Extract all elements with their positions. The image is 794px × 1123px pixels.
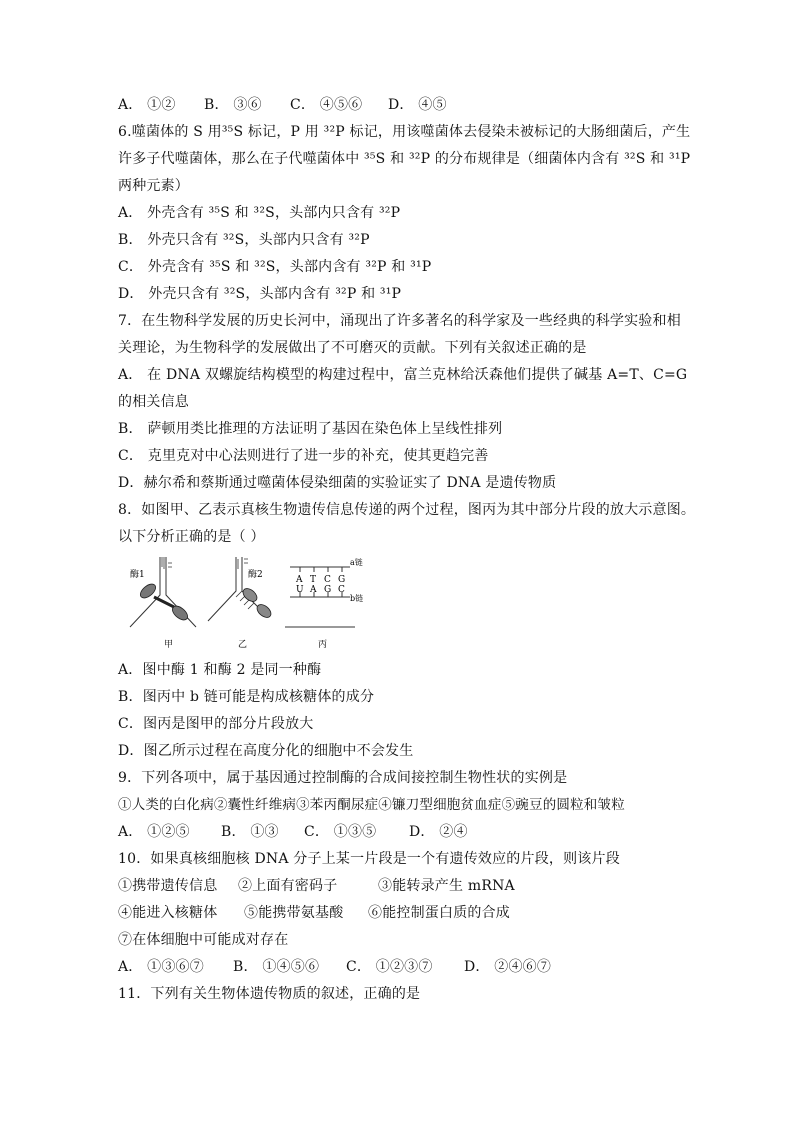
figure-label-jia: 甲 [164,640,174,650]
q9-option-c[interactable]: C． ①③⑤ [304,824,377,840]
q10-option-c[interactable]: C． ①②③⑦ [346,959,433,975]
q10-item-3: ③能转录产生 mRNA [378,878,515,894]
q10-stem: 10．如果真核细胞核 DNA 分子上某一片段是一个有遗传效应的片段，则该片段 [118,851,620,867]
question-page [118,92,696,1008]
a-chain-base: A [296,575,303,585]
q10-item-4: ④能进入核糖体 [118,905,218,921]
q6-option-a[interactable]: A． 外壳含有 ³⁵S 和 ³²S，头部内只含有 ³²P [118,205,401,221]
q10-items-row1 [118,873,678,900]
q5-options [118,92,678,119]
q9-option-d[interactable]: D． ②④ [409,824,468,840]
q10-item-5: ⑤能携带氨基酸 [244,905,344,921]
q10-item-7: ⑦在体细胞中可能成对存在 [118,932,289,948]
q6-stem-line2: 许多子代噬菌体，那么在子代噬菌体中 ³⁵S 和 ³²P 的分布规律是（细菌体内含有 ³²S 和 ³¹P [118,151,691,167]
a-chain-label: a链 [350,558,363,567]
q8-option-d[interactable]: D．图乙所示过程在高度分化的细胞中不会发生 [118,743,414,759]
q5-option-b[interactable]: B． ③⑥ [204,97,262,113]
q9-option-a[interactable]: A． ①②⑤ [118,824,190,840]
q10-items-row2 [118,900,678,927]
q10-option-b[interactable]: B． ①④⑤⑥ [233,959,320,975]
q8-figure [118,555,678,655]
a-chain-base: C [324,575,331,585]
q7-option-b[interactable]: B． 萨顿用类比推理的方法证明了基因在染色体上呈线性排列 [118,421,503,437]
q7-stem-line2: 关理论，为生物科学的发展做出了不可磨灭的贡献。下列有关叙述正确的是 [118,340,587,356]
q7-option-d[interactable]: D．赫尔希和蔡斯通过噬菌体侵染细菌的实验证实了 DNA 是遗传物质 [118,475,557,491]
a-chain-base: T [310,575,317,585]
q8-option-a[interactable]: A．图中酶 1 和酶 2 是同一种酶 [118,662,322,678]
q5-option-c[interactable]: C． ④⑤⑥ [290,97,363,113]
q7-option-a-line2[interactable]: 的相关信息 [118,394,189,410]
b-chain-base: C [338,585,345,595]
b-chain-base: U [296,585,304,595]
q11-stem: 11．下列有关生物体遗传物质的叙述，正确的是 [118,986,421,1002]
q10-item-1: ①携带遗传信息 [118,878,218,894]
q9-items: ①人类的白化病②囊性纤维病③苯丙酮尿症④镰刀型细胞贫血症⑤豌豆的圆粒和皱粒 [118,797,625,813]
q6-option-d[interactable]: D． 外壳只含有 ³²S，头部内含有 ³²P 和 ³¹P [118,286,402,302]
q6-stem-line1: 6.噬菌体的 S 用³⁵S 标记，P 用 ³²P 标记，用该噬菌体去侵染未被标记的大肠细菌后，产生 [118,124,691,140]
enzyme-1-icon [138,581,190,622]
q9-options [118,819,678,846]
q10-item-2: ②上面有密码子 [238,878,338,894]
q8-stem-line1: 8．如图甲、乙表示真核生物遗传信息传递的两个过程，图丙为其中部分片段的放大示意图。 [118,502,696,518]
q8-option-c[interactable]: C．图丙是图甲的部分片段放大 [118,716,314,732]
q7-option-a-line1[interactable]: A． 在 DNA 双螺旋结构模型的构建过程中，富兰克林给沃森他们提供了碱基 A=T、C=G [118,367,688,383]
figure-label-bing: 丙 [318,640,328,650]
enzyme-2-label: 酶2 [248,570,263,580]
q8-figure-svg [118,555,368,655]
q10-options [118,954,678,981]
q10-option-a[interactable]: A． ①③⑥⑦ [118,959,204,975]
q6-option-c[interactable]: C． 外壳含有 ³⁵S 和 ³²S，头部内含有 ³²P 和 ³¹P [118,259,432,275]
q7-option-c[interactable]: C． 克里克对中心法则进行了进一步的补充，使其更趋完善 [118,448,489,464]
q6-stem-line3: 两种元素） [118,178,189,194]
yi-strand-left [208,557,236,621]
enzyme-1-label: 酶1 [130,570,145,580]
b-chain-base: G [324,585,332,595]
q5-option-a[interactable]: A． ①② [118,97,176,113]
q10-item-6: ⑥能控制蛋白质的合成 [368,905,510,921]
q6-option-b[interactable]: B． 外壳只含有 ³²S，头部内只含有 ³²P [118,232,370,248]
q8-stem-line2: 以下分析正确的是（ ） [118,529,265,545]
q10-option-d[interactable]: D． ②④⑥⑦ [464,959,552,975]
q5-option-d[interactable]: D． ④⑤ [388,97,447,113]
q9-stem: 9．下列各项中，属于基因通过控制酶的合成间接控制生物性状的实例是 [118,770,568,786]
q8-option-b[interactable]: B．图丙中 b 链可能是构成核糖体的成分 [118,689,375,705]
q7-stem-line1: 7．在生物科学发展的历史长河中，涌现出了许多著名的科学家及一些经典的科学实验和相 [118,313,681,329]
q9-option-b[interactable]: B． ①③ [221,824,279,840]
figure-label-yi: 乙 [238,640,248,650]
b-chain-base: A [310,585,317,595]
b-chain-label: b链 [350,594,364,603]
a-chain-base: G [338,575,346,585]
